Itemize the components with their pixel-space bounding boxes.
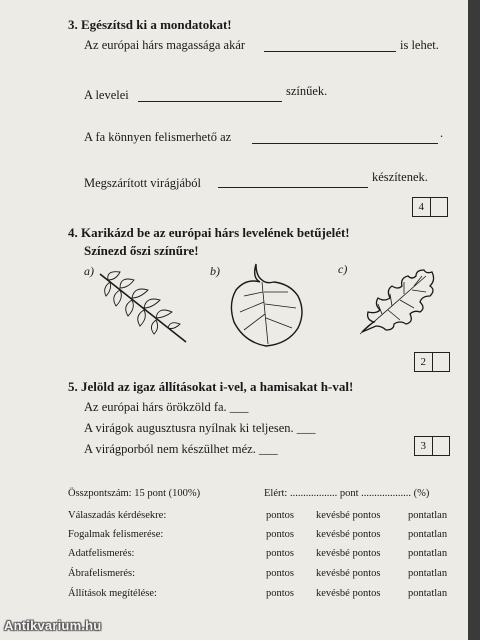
summary-achieved: Elért: .................. pont ................... (%) [264, 488, 430, 499]
task5-title: 5. Jelöld az igaz állításokat i-vel, a hamisakat h-val! [68, 379, 354, 394]
summary-total: Összpontszám: 15 pont (100%) [68, 488, 201, 499]
task5-score-earned[interactable] [432, 437, 450, 455]
task5-statement-2[interactable]: A virágok augusztusra nyílnak ki teljesen. ___ [84, 421, 316, 435]
summary-option-kevesbe[interactable]: kevésbé pontos [316, 588, 381, 599]
pinnate-leaf-icon[interactable] [96, 266, 192, 346]
task3-score-earned[interactable] [430, 198, 448, 216]
summary-option-kevesbe[interactable]: kevésbé pontos [316, 529, 381, 540]
task5-statement-1[interactable]: Az európai hárs örökzöld fa. ___ [84, 400, 249, 414]
summary-option-kevesbe[interactable]: kevésbé pontos [316, 548, 381, 559]
task5-statement-3[interactable]: A virágporból nem készülhet méz. ___ [84, 442, 278, 456]
watermark-logo: Antikvarium.hu [4, 618, 102, 633]
task5-score-box[interactable] [414, 436, 450, 456]
summary-option-pontos[interactable]: pontos [266, 529, 295, 540]
summary-option-kevesbe[interactable]: kevésbé pontos [316, 568, 381, 579]
task4-title-line1: 4. Karikázd be az európai hárs levelének betűjelét! [68, 225, 350, 240]
task4-score-box[interactable] [414, 352, 450, 372]
summary-row-label: Ábrafelismerés: [68, 568, 136, 579]
summary-row-label: Adatfelismerés: [68, 548, 135, 559]
summary-option-pontatlan[interactable]: pontatlan [408, 548, 448, 559]
leaf-label-a: a) [84, 264, 94, 278]
task3-s3-after: . [440, 126, 444, 140]
task3-s4-blank[interactable] [218, 187, 368, 188]
task3-s1-blank[interactable] [264, 51, 396, 52]
task4-score-max: 2 [420, 356, 426, 368]
leaf-label-c: c) [338, 262, 348, 276]
summary-option-pontatlan[interactable]: pontatlan [408, 568, 448, 579]
summary-option-pontatlan[interactable]: pontatlan [408, 510, 448, 521]
summary-option-pontos[interactable]: pontos [266, 510, 295, 521]
summary-option-pontos[interactable]: pontos [266, 548, 295, 559]
task4-score-earned[interactable] [432, 353, 450, 371]
task3-s4-after: készítenek. [372, 170, 428, 184]
task3-s2-after: színűek. [286, 84, 328, 98]
task3-score-box[interactable] [412, 197, 448, 217]
task3-s3-blank[interactable] [252, 143, 438, 144]
summary-option-pontos[interactable]: pontos [266, 588, 295, 599]
summary-option-pontatlan[interactable]: pontatlan [408, 529, 448, 540]
task3-s3-before: A fa könnyen felismerhető az [84, 130, 232, 144]
task3-s1-before: Az európai hárs magassága akár [84, 38, 246, 52]
task3-score-max: 4 [418, 201, 424, 213]
task3-s2-blank[interactable] [138, 101, 282, 102]
summary-row-label: Fogalmak felismerése: [68, 529, 164, 540]
summary-row-label: Állítások megítélése: [68, 588, 157, 599]
task3-s4-before: Megszárított virágjából [84, 176, 201, 190]
summary-option-pontatlan[interactable]: pontatlan [408, 588, 448, 599]
summary-option-pontos[interactable]: pontos [266, 568, 295, 579]
heart-leaf-icon[interactable] [226, 260, 308, 350]
task3-s2-before: A levelei [84, 88, 129, 102]
task3-s1-after: is lehet. [400, 38, 439, 52]
task3-title: 3. Egészítsd ki a mondatokat! [68, 17, 232, 32]
summary-row-label: Válaszadás kérdésekre: [68, 510, 167, 521]
task5-score-max: 3 [420, 440, 426, 452]
task4-title-line2: Színezd őszi színűre! [84, 243, 199, 258]
summary-option-kevesbe[interactable]: kevésbé pontos [316, 510, 381, 521]
oak-leaf-icon[interactable] [356, 264, 440, 336]
leaf-label-b: b) [210, 264, 220, 278]
